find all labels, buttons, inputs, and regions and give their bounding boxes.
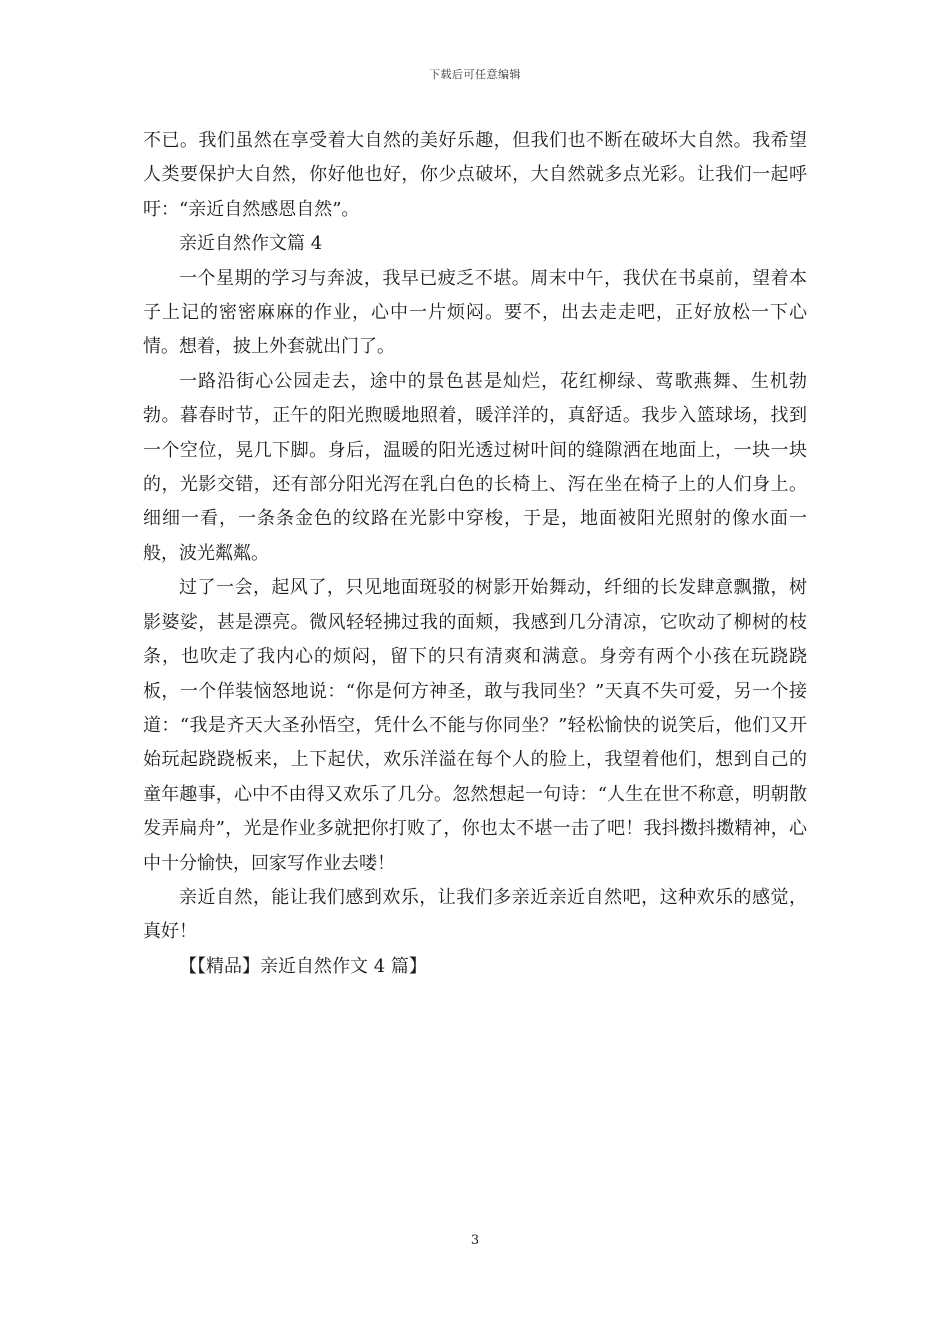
closing-title: 【【精品】亲近自然作文 4 篇】 <box>179 955 427 977</box>
article-body <box>143 124 807 984</box>
section-heading: 亲近自然作文篇 4 <box>179 233 323 255</box>
paragraph: 一路沿街心公园走去，途中的景色甚是灿烂，花红柳绿、莺歌燕舞、生机勃勃。暮春时节，正午的阳光煦暖地照着，暖洋洋的，真舒适。我步入篮球场，找到一个空位，晃几下脚。身后，温暖的阳光透过树叶间的缝隙洒在地面上，一块一块的，光影交错，还有部分阳光泻在乳白色的长椅上、泻在坐在椅子上的人们身上。细细一看，一条条金色的纹路在光影中穿梭，于是，地面被阳光照射的像水面一般，波光粼粼。 <box>143 370 807 564</box>
paragraph: 亲近自然，能让我们感到欢乐，让我们多亲近亲近自然吧，这种欢乐的感觉，真好！ <box>143 886 807 943</box>
page-number: 3 <box>470 1233 480 1248</box>
paragraph: 过了一会，起风了，只见地面斑驳的树影开始舞动，纤细的长发肆意飘撒，树影婆娑，甚是漂亮。微风轻轻拂过我的面颊，我感到几分清凉，它吹动了柳树的枝条，也吹走了我内心的烦闷，留下的只有清爽和满意。身旁有两个小孩在玩跷跷板，一个佯装恼怒地说：“你是何方神圣，敢与我同坐？”天真不失可爱，另一个接道：“我是齐天大圣孙悟空，凭什么不能与你同坐？”轻松愉快的说笑后，他们又开始玩起跷跷板来，上下起伏，欢乐洋溢在每个人的脸上，我望着他们，想到自己的童年趣事，心中不由得又欢乐了几分。忽然想起一句诗：“人生在世不称意，明朝散发弄扁舟”，光是作业多就把你打败了，你也太不堪一击了吧！我抖擞抖擞精神，心中十分愉快，回家写作业去喽！ <box>143 577 807 874</box>
paragraph: 一个星期的学习与奔波，我早已疲乏不堪。周末中午，我伏在书桌前，望着本子上记的密密麻麻的作业，心中一片烦闷。要不，出去走走吧，正好放松一下心情。想着，披上外套就出门了。 <box>143 267 807 358</box>
paragraph-continued: 不已。我们虽然在享受着大自然的美好乐趣，但我们也不断在破坏大自然。我希望人类要保护大自然，你好他也好，你少点破坏，大自然就多点光彩。让我们一起呼吁：“亲近自然感恩自然”。 <box>143 130 807 220</box>
page-header: 下载后可任意编辑 <box>429 68 521 81</box>
